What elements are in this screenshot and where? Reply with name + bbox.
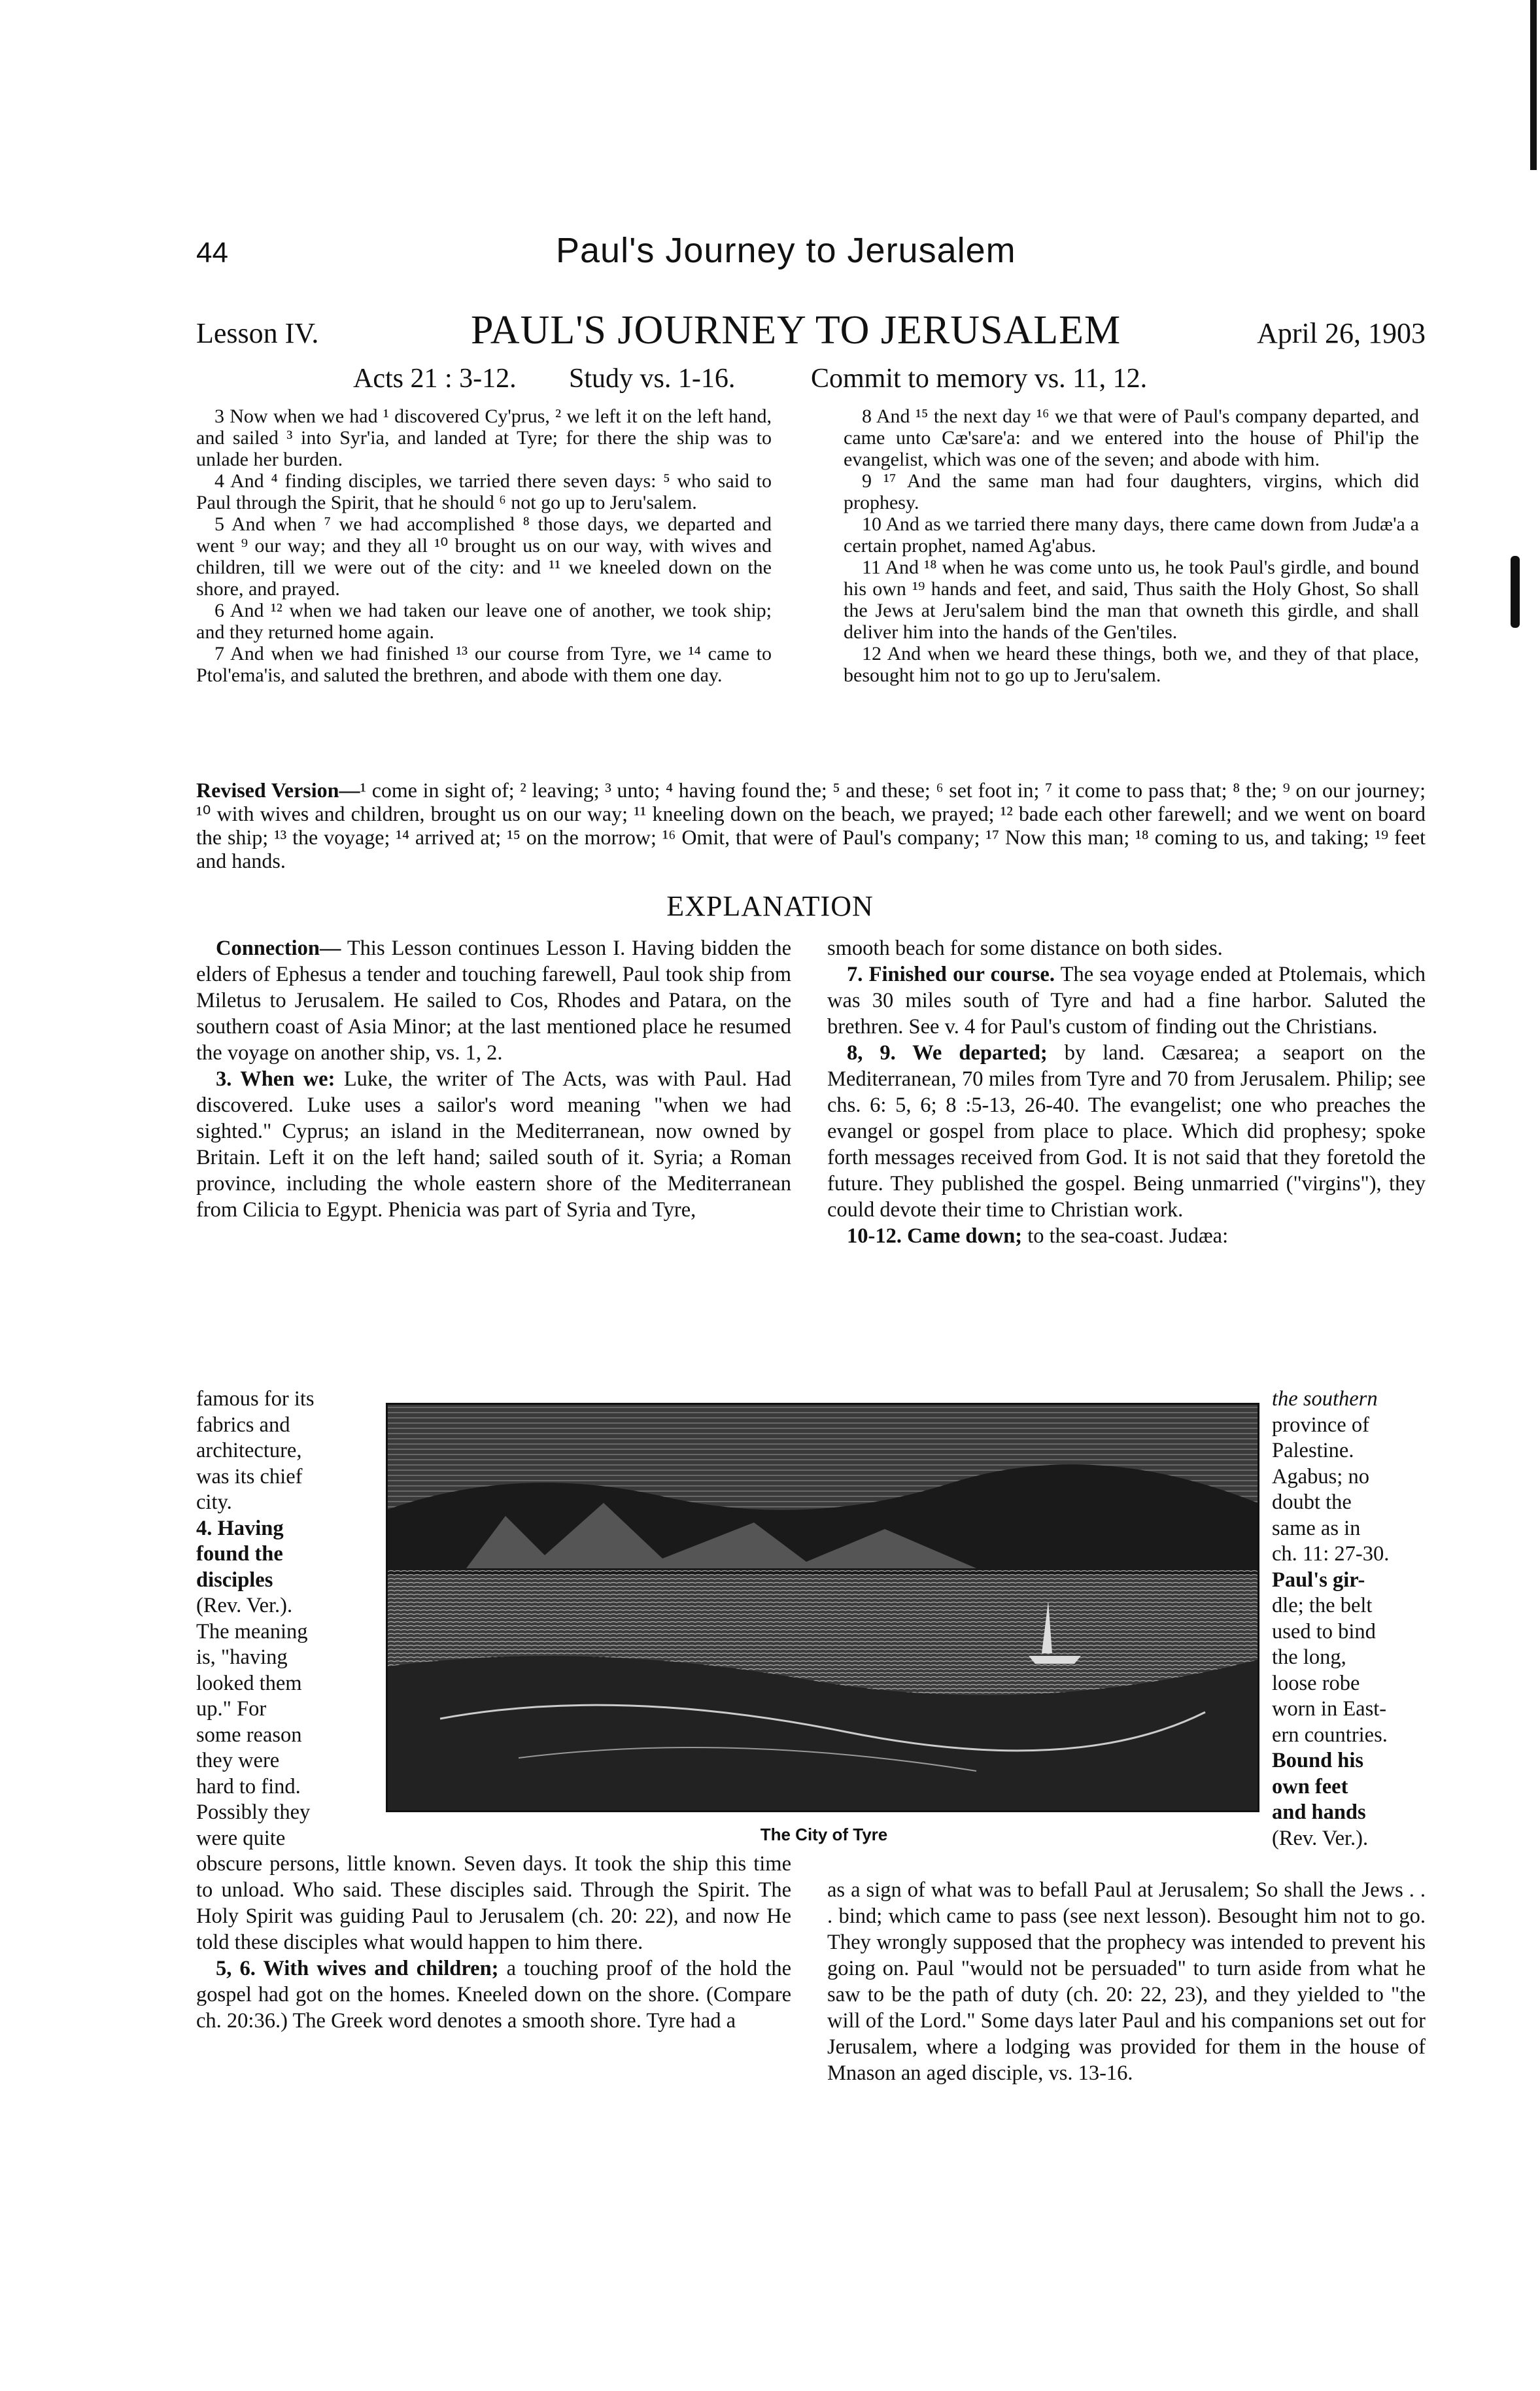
narrow-line: 4. Having bbox=[196, 1516, 284, 1540]
verse-paragraph: 5 And when ⁷ we had accomplished ⁸ those days, we departed and went ⁹ our way; and they all ¹⁰ brought us on our way, with wives and children, till we were out of the city: and ¹¹ we kneeled down on the shore, and prayed. bbox=[196, 513, 772, 600]
narrow-line: Palestine. bbox=[1272, 1439, 1354, 1462]
explanation-text: This Lesson continues Lesson I. Having bidden the elders of Ephesus a tender and touching farewell, Paul took ship from Miletus to Jerusalem. He sailed to Cos, Rhodes and Patara, on the southern coast of Asia Minor; at the last mentioned place he resumed the voyage on another ship, vs. 1, 2. bbox=[196, 937, 791, 1065]
scripture-reference-line bbox=[353, 363, 1334, 402]
explanation-lead: Connection— bbox=[216, 937, 341, 960]
revised-version-label: Revised Version— bbox=[196, 778, 360, 802]
verse-paragraph: 11 And ¹⁸ when he was come unto us, he took Paul's girdle, and bound his own ¹⁹ hands and feet, and said, Thus saith the Holy Ghost, So shall the Jews at Jeru'salem bind the man that owneth this girdle, and shall deliver him into the hands of the Gen'tiles. bbox=[844, 557, 1419, 643]
narrow-line: (Rev. Ver.). bbox=[196, 1594, 293, 1617]
engraving-image bbox=[388, 1405, 1258, 1810]
narrow-line: famous for its bbox=[196, 1387, 315, 1411]
narrow-line: found the bbox=[196, 1542, 283, 1566]
narrow-line: used to bind bbox=[1272, 1619, 1376, 1643]
narrow-line: Agabus; no bbox=[1272, 1464, 1369, 1488]
study-reference: Study vs. 1-16. bbox=[569, 364, 736, 394]
explanation-paragraph bbox=[196, 1066, 791, 1223]
narrow-line: dle; the belt bbox=[1272, 1594, 1373, 1617]
scan-edge-mark bbox=[1530, 0, 1537, 170]
memory-reference: Commit to memory vs. 11, 12. bbox=[811, 364, 1148, 394]
explanation-paragraph bbox=[196, 1851, 791, 1955]
explanation-paragraph bbox=[827, 1040, 1426, 1223]
narrow-line: is, "having bbox=[196, 1645, 288, 1669]
explanation-lead: 5, 6. With wives and children; bbox=[216, 1957, 499, 1980]
narrow-line: and hands bbox=[1272, 1800, 1366, 1824]
explanation-lead: 10-12. Came down; bbox=[847, 1224, 1023, 1248]
narrow-line: the southern bbox=[1272, 1387, 1378, 1411]
explanation-text: as a sign of what was to befall Paul at Jerusalem; So shall the Jews . . . bind; which came to pass (see next lesson). Besought him not to go. They wrongly supposed that the prophecy was intended to prevent his going on. Paul "would not be persuaded" to turn aside from what he saw to be the path of duty (ch. 20: 22, 23), and they yielded to "the will of the Lord." Some days later Paul and his companions set out for Jerusalem, where a lodging was provided for them in the house of Mnason an aged disciple, vs. 13-16. bbox=[827, 1878, 1426, 2085]
explanation-left-bottom bbox=[196, 1851, 791, 2034]
explanation-left-top bbox=[196, 935, 791, 1223]
explanation-text: The sea voyage ended at Ptolemais, which was 30 miles south of Tyre and had a fine harbor. Saluted the brethren. See v. 4 for Paul's custom of finding out the Christians. bbox=[827, 963, 1426, 1039]
verse-paragraph: 10 And as we tarried there many days, there came down from Judæ'a a certain prophet, named Ag'abus. bbox=[844, 513, 1419, 557]
explanation-paragraph bbox=[827, 961, 1426, 1040]
explanation-text: by land. Cæsarea; a seaport on the Mediterranean, 70 miles from Tyre and 70 from Jerusalem. Philip; see chs. 6: 5, 6; 8 :5-13, 26-40. The evangelist; one who preaches the evangel or gospel from place to place. Which did prophesy; spoke forth messages received from God. It is not said that they foretold the future. They published the gospel. Being unmarried ("virgins"), they could devote their time to Christian work. bbox=[827, 1041, 1426, 1222]
narrow-line: (Rev. Ver.). bbox=[1272, 1826, 1369, 1850]
explanation-text: smooth beach for some distance on both sides. bbox=[827, 937, 1223, 960]
narrow-line: same as in bbox=[1272, 1516, 1361, 1540]
lesson-date: April 26, 1903 bbox=[1257, 317, 1426, 349]
lesson-title: PAUL'S JOURNEY TO JERUSALEM bbox=[471, 308, 1121, 353]
narrow-line: was its chief bbox=[196, 1464, 303, 1488]
explanation-paragraph bbox=[196, 1955, 791, 2034]
revised-version-text: ¹ come in sight of; ² leaving; ³ unto; ⁴ having found the; ⁵ and these; ⁶ set foot in; ⁷ it come to pass that; ⁸ the; ⁹ on our journey; ¹⁰ with wives and children, brought us on our way; ¹¹ kneeling down on the beach, we prayed; ¹² bade each other farewell; and we went on board the ship; ¹³ the voyage; ¹⁴ arrived at; ¹⁵ on the morrow; ¹⁶ Omit, that were of Paul's company; ¹⁷ Now this man; ¹⁸ coming to us, and taking; ¹⁹ feet and hands. bbox=[196, 778, 1426, 872]
narrow-line: hard to find. bbox=[196, 1774, 301, 1798]
narrow-line: city. bbox=[196, 1490, 232, 1514]
reading-reference: Acts 21 : 3-12. bbox=[353, 364, 517, 394]
lesson-title-line bbox=[196, 307, 1426, 360]
scan-edge-mark bbox=[1511, 556, 1520, 628]
verse-paragraph: 4 And ⁴ finding disciples, we tarried there seven days: ⁵ who said to Paul through the Spirit, that he should ⁶ not go up to Jeru'salem. bbox=[196, 470, 772, 513]
narrow-line: fabrics and bbox=[196, 1413, 290, 1437]
explanation-paragraph bbox=[827, 1877, 1426, 2086]
narrow-line: disciples bbox=[196, 1568, 273, 1592]
verse-paragraph: 12 And when we heard these things, both we, and they of that place, besought him not to go up to Jeru'salem. bbox=[844, 643, 1419, 686]
running-head bbox=[196, 230, 1439, 289]
image-caption: The City of Tyre bbox=[760, 1825, 888, 1844]
explanation-paragraph bbox=[827, 935, 1426, 961]
narrow-line: worn in East- bbox=[1272, 1697, 1387, 1721]
verse-paragraph: 3 Now when we had ¹ discovered Cy'prus, ² we left it on the left hand, and sailed ³ into Syr'ia, and landed at Tyre; for there the ship was to unlade her burden. bbox=[196, 405, 772, 470]
explanation-paragraph bbox=[827, 1223, 1426, 1249]
verse-paragraph: 6 And ¹² when we had taken our leave one of another, we took ship; and they returned home again. bbox=[196, 600, 772, 643]
running-title: Paul's Journey to Jerusalem bbox=[556, 231, 1016, 270]
explanation-text: to the sea-coast. Judæa: bbox=[1027, 1224, 1229, 1248]
narrow-line: were quite bbox=[196, 1826, 286, 1850]
verse-paragraph: 7 And when we had finished ¹³ our course from Tyre, we ¹⁴ came to Ptol'ema'is, and saluted the brethren, and abode with them one day. bbox=[196, 643, 772, 686]
narrow-line: architecture, bbox=[196, 1439, 302, 1462]
verses-right-column bbox=[844, 405, 1419, 686]
city-of-tyre-engraving bbox=[386, 1403, 1259, 1812]
lesson-number: Lesson IV. bbox=[196, 317, 319, 349]
page-number: 44 bbox=[196, 237, 228, 269]
verses-left-column bbox=[196, 405, 772, 686]
narrow-line: own feet bbox=[1272, 1774, 1348, 1798]
narrow-line: Possibly they bbox=[196, 1800, 311, 1824]
narrow-line: ch. 11: 27-30. bbox=[1272, 1542, 1390, 1566]
explanation-heading: EXPLANATION bbox=[666, 890, 874, 922]
narrow-line: loose robe bbox=[1272, 1671, 1360, 1695]
explanation-left-narrow bbox=[196, 1386, 360, 1851]
revised-version-notes bbox=[196, 778, 1426, 872]
narrow-line: they were bbox=[196, 1749, 280, 1772]
explanation-lead: 7. Finished our course. bbox=[847, 963, 1055, 986]
explanation-right-bottom bbox=[827, 1877, 1426, 2086]
narrow-line: province of bbox=[1272, 1413, 1369, 1437]
explanation-right-narrow bbox=[1272, 1386, 1426, 1851]
explanation-paragraph bbox=[196, 935, 791, 1066]
narrow-line: the long, bbox=[1272, 1645, 1346, 1669]
narrow-line: some reason bbox=[196, 1723, 302, 1747]
narrow-line: doubt the bbox=[1272, 1490, 1352, 1514]
explanation-right-top bbox=[827, 935, 1426, 1249]
narrow-line: Paul's gir- bbox=[1272, 1568, 1365, 1592]
explanation-lead: 8, 9. We departed; bbox=[847, 1041, 1048, 1065]
narrow-line: The meaning bbox=[196, 1619, 308, 1643]
narrow-line: ern countries. bbox=[1272, 1723, 1388, 1747]
verse-paragraph: 8 And ¹⁵ the next day ¹⁶ we that were of Paul's company departed, and came unto Cæ'sare'a: and we entered into the house of Phil'ip the evangelist, which was one of the seven; and abode with him. bbox=[844, 405, 1419, 470]
narrow-line: looked them bbox=[196, 1671, 302, 1695]
explanation-text: Luke, the writer of The Acts, was with Paul. Had discovered. Luke uses a sailor's word meaning "when we had sighted." Cyprus; an island in the Mediterranean, now owned by Britain. Left it on the left hand; sailed south of it. Syria; a Roman province, including the whole eastern shore of the Mediterranean from Cilicia to Egypt. Phenicia was part of Syria and Tyre, bbox=[196, 1067, 792, 1222]
verse-paragraph: 9 ¹⁷ And the same man had four daughters, virgins, which did prophesy. bbox=[844, 470, 1419, 513]
explanation-lead: 3. When we: bbox=[216, 1067, 335, 1091]
narrow-line: Bound his bbox=[1272, 1749, 1364, 1772]
explanation-text: a touching proof of the hold the gospel had got on the homes. Kneeled down on the shore. (Compare ch. 20:36.) The Greek word denotes a smooth shore. Tyre had a bbox=[196, 1957, 791, 2033]
explanation-text: obscure persons, little known. Seven days. It took the ship this time to unload. Who said. These disciples said. Through the Spirit. The Holy Spirit was guiding Paul to Jerusalem (ch. 20: 22), and now He told these disciples what would happen to him there. bbox=[196, 1852, 791, 1954]
narrow-line: up." For bbox=[196, 1697, 267, 1721]
